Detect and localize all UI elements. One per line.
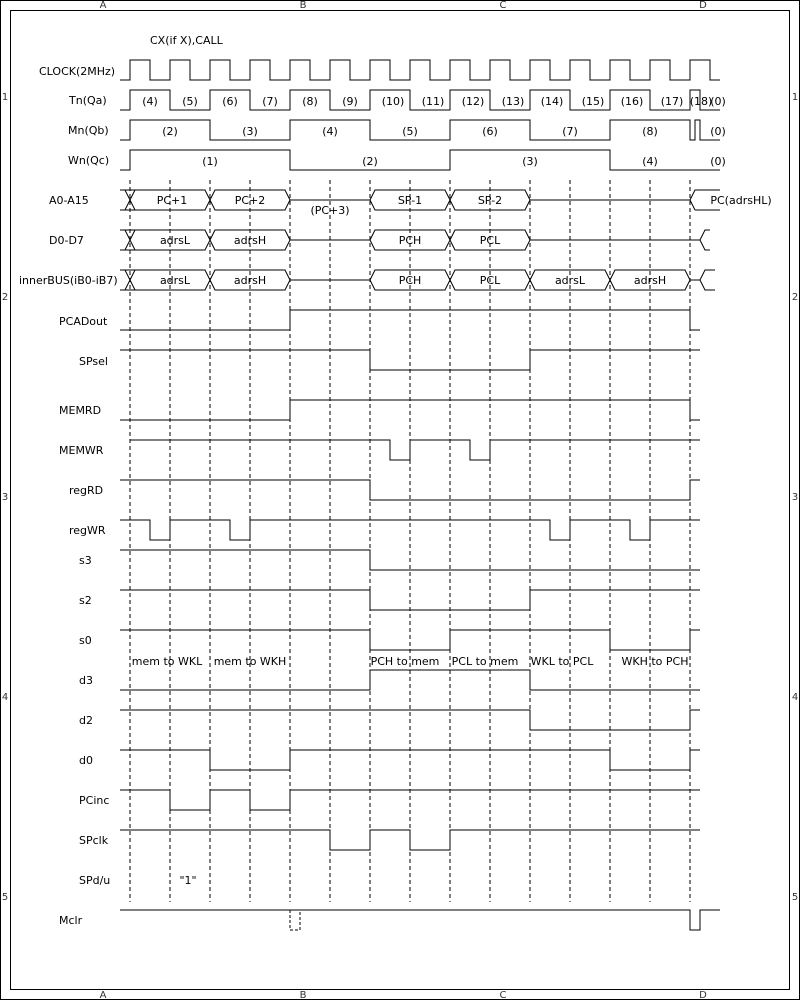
signal-names: [19, 65, 118, 927]
mn-label: (5): [402, 125, 418, 138]
mn-labels: [162, 125, 726, 138]
row-label-right-1: 1: [791, 92, 799, 103]
signal-name-tn: Tn(Qa): [69, 94, 107, 107]
signal-name-pcadout: PCADout: [59, 315, 108, 328]
bus-value: PCH: [398, 234, 422, 247]
tn-label: (9): [342, 95, 358, 108]
signal-name-mclr: Mclr: [59, 914, 83, 927]
waveform-memrd: [120, 400, 700, 420]
signal-name-spsel: SPsel: [79, 355, 108, 368]
bus-value: adrsH: [633, 274, 667, 287]
tn-label: (7): [262, 95, 278, 108]
bus-value: PCL: [479, 274, 501, 287]
transfer-label: mem to WKL: [131, 655, 203, 668]
bus-value: SP-1: [397, 194, 423, 207]
signal-name-d0-d7: D0-D7: [49, 234, 84, 247]
signal-name-memwr: MEMWR: [59, 444, 104, 457]
row-label-left-1: 1: [1, 92, 9, 103]
col-label-bottom-c: C: [499, 990, 507, 1000]
bus-value: PC(adrsHL): [710, 194, 772, 207]
tn-label: (16): [620, 95, 644, 108]
transfer-label: WKH to PCH: [621, 655, 689, 668]
signal-name-s2: s2: [79, 594, 92, 607]
col-label-top-b: B: [299, 0, 307, 11]
bus-value: adrsL: [159, 234, 191, 247]
tn-label: (6): [222, 95, 238, 108]
col-label-top-c: C: [499, 0, 507, 11]
signal-name-d2: d2: [79, 714, 93, 727]
row-label-left-5: 5: [1, 892, 9, 903]
tn-label: (12): [461, 95, 485, 108]
bus-value: adrsL: [159, 274, 191, 287]
bus-segment: [130, 190, 290, 210]
col-label-bottom-b: B: [299, 990, 307, 1000]
bus-a0-a15: [120, 190, 772, 217]
wn-label: (4): [642, 155, 658, 168]
transfer-label: PCL to mem: [451, 655, 519, 668]
tn-label: (15): [581, 95, 605, 108]
bus-value: PC+1: [156, 194, 188, 207]
signal-name-s3: s3: [79, 554, 92, 567]
bus-value: PCL: [479, 234, 501, 247]
row-label-left-2: 2: [1, 292, 9, 303]
transfer-label: WKL to PCL: [530, 655, 594, 668]
signal-name-a0-a15: A0-A15: [49, 194, 89, 207]
waveform-spsel: [120, 350, 700, 370]
bus-innerbus: [120, 270, 715, 290]
row-label-left-4: 4: [1, 692, 9, 703]
transfer-label: PCH to mem: [370, 655, 440, 668]
bus-value: adrsH: [233, 234, 267, 247]
bus-value: PC+2: [234, 194, 266, 207]
tn-label: (11): [421, 95, 445, 108]
waveform-d0: [120, 750, 700, 770]
col-label-top-d: D: [699, 0, 707, 11]
bus-value: PCH: [398, 274, 422, 287]
bus-segment: [120, 230, 135, 250]
row-label-left-3: 3: [1, 492, 9, 503]
bus-value: adrsH: [233, 274, 267, 287]
bus-value: adrsL: [554, 274, 586, 287]
mn-label: (3): [242, 125, 258, 138]
wn-label: (1): [202, 155, 218, 168]
row-label-right-4: 4: [791, 692, 799, 703]
bus-value: (PC+3): [310, 204, 350, 217]
waveform-mclr: [120, 910, 720, 930]
signal-name-pcinc: PCinc: [79, 794, 110, 807]
mn-label: (7): [562, 125, 578, 138]
row-label-right-3: 3: [791, 492, 799, 503]
tn-labels: [142, 95, 726, 108]
tn-label: (4): [142, 95, 158, 108]
waveform-spclk: [120, 830, 700, 850]
signal-name-mn: Mn(Qb): [68, 124, 109, 137]
wn-label: (0): [710, 155, 726, 168]
col-label-top-a: A: [99, 0, 107, 11]
tn-label: (10): [381, 95, 405, 108]
mn-label: (0): [710, 125, 726, 138]
signal-name-spclk: SPclk: [79, 834, 109, 847]
spdu-value: "1": [179, 874, 197, 887]
signal-name-s0: s0: [79, 634, 92, 647]
mn-label: (8): [642, 125, 658, 138]
transfer-labels: [132, 655, 689, 668]
mclr-dashed-pulse: [290, 910, 300, 930]
tn-label: (14): [540, 95, 564, 108]
row-label-right-2: 2: [791, 292, 799, 303]
tn-label: (13): [501, 95, 525, 108]
row-label-right-5: 5: [791, 892, 799, 903]
mn-label: (6): [482, 125, 498, 138]
waveform-s0: [120, 630, 700, 650]
tn-label: (0): [710, 95, 726, 108]
waveform-clock: [120, 60, 720, 80]
wn-label: (2): [362, 155, 378, 168]
waveform-memwr: [130, 440, 700, 460]
transfer-label: mem to WKH: [213, 655, 287, 668]
signal-name-memrd: MEMRD: [59, 404, 102, 417]
col-label-bottom-a: A: [99, 990, 107, 1000]
signal-name-d3: d3: [79, 674, 93, 687]
wn-labels: [202, 155, 726, 168]
waveform-mn: [120, 120, 720, 140]
tn-label: (18): [689, 95, 713, 108]
bus-segment: [690, 270, 715, 290]
tn-label: (8): [302, 95, 318, 108]
signal-name-innerbus: innerBUS(iB0-iB7): [19, 274, 118, 287]
bus-d0-d7: [120, 230, 710, 250]
bus-segment: [370, 190, 530, 210]
mn-label: (2): [162, 125, 178, 138]
bus-segment: [120, 270, 135, 290]
wn-label: (3): [522, 155, 538, 168]
signal-name-regrd: regRD: [69, 484, 104, 497]
header-note: CX(if X),CALL: [150, 34, 223, 47]
signal-name-clock: CLOCK(2MHz): [39, 65, 116, 78]
bus-segment: [120, 190, 135, 210]
signal-name-d0: d0: [79, 754, 93, 767]
bus-value: SP-2: [477, 194, 503, 207]
mn-label: (4): [322, 125, 338, 138]
bus-segment: [700, 230, 710, 250]
tn-label: (5): [182, 95, 198, 108]
signal-name-spdu: SPd/u: [79, 874, 111, 887]
signal-name-wn: Wn(Qc): [68, 154, 110, 167]
tn-label: (17): [660, 95, 684, 108]
signal-name-regwr: regWR: [69, 524, 106, 537]
col-label-bottom-d: D: [699, 990, 707, 1000]
